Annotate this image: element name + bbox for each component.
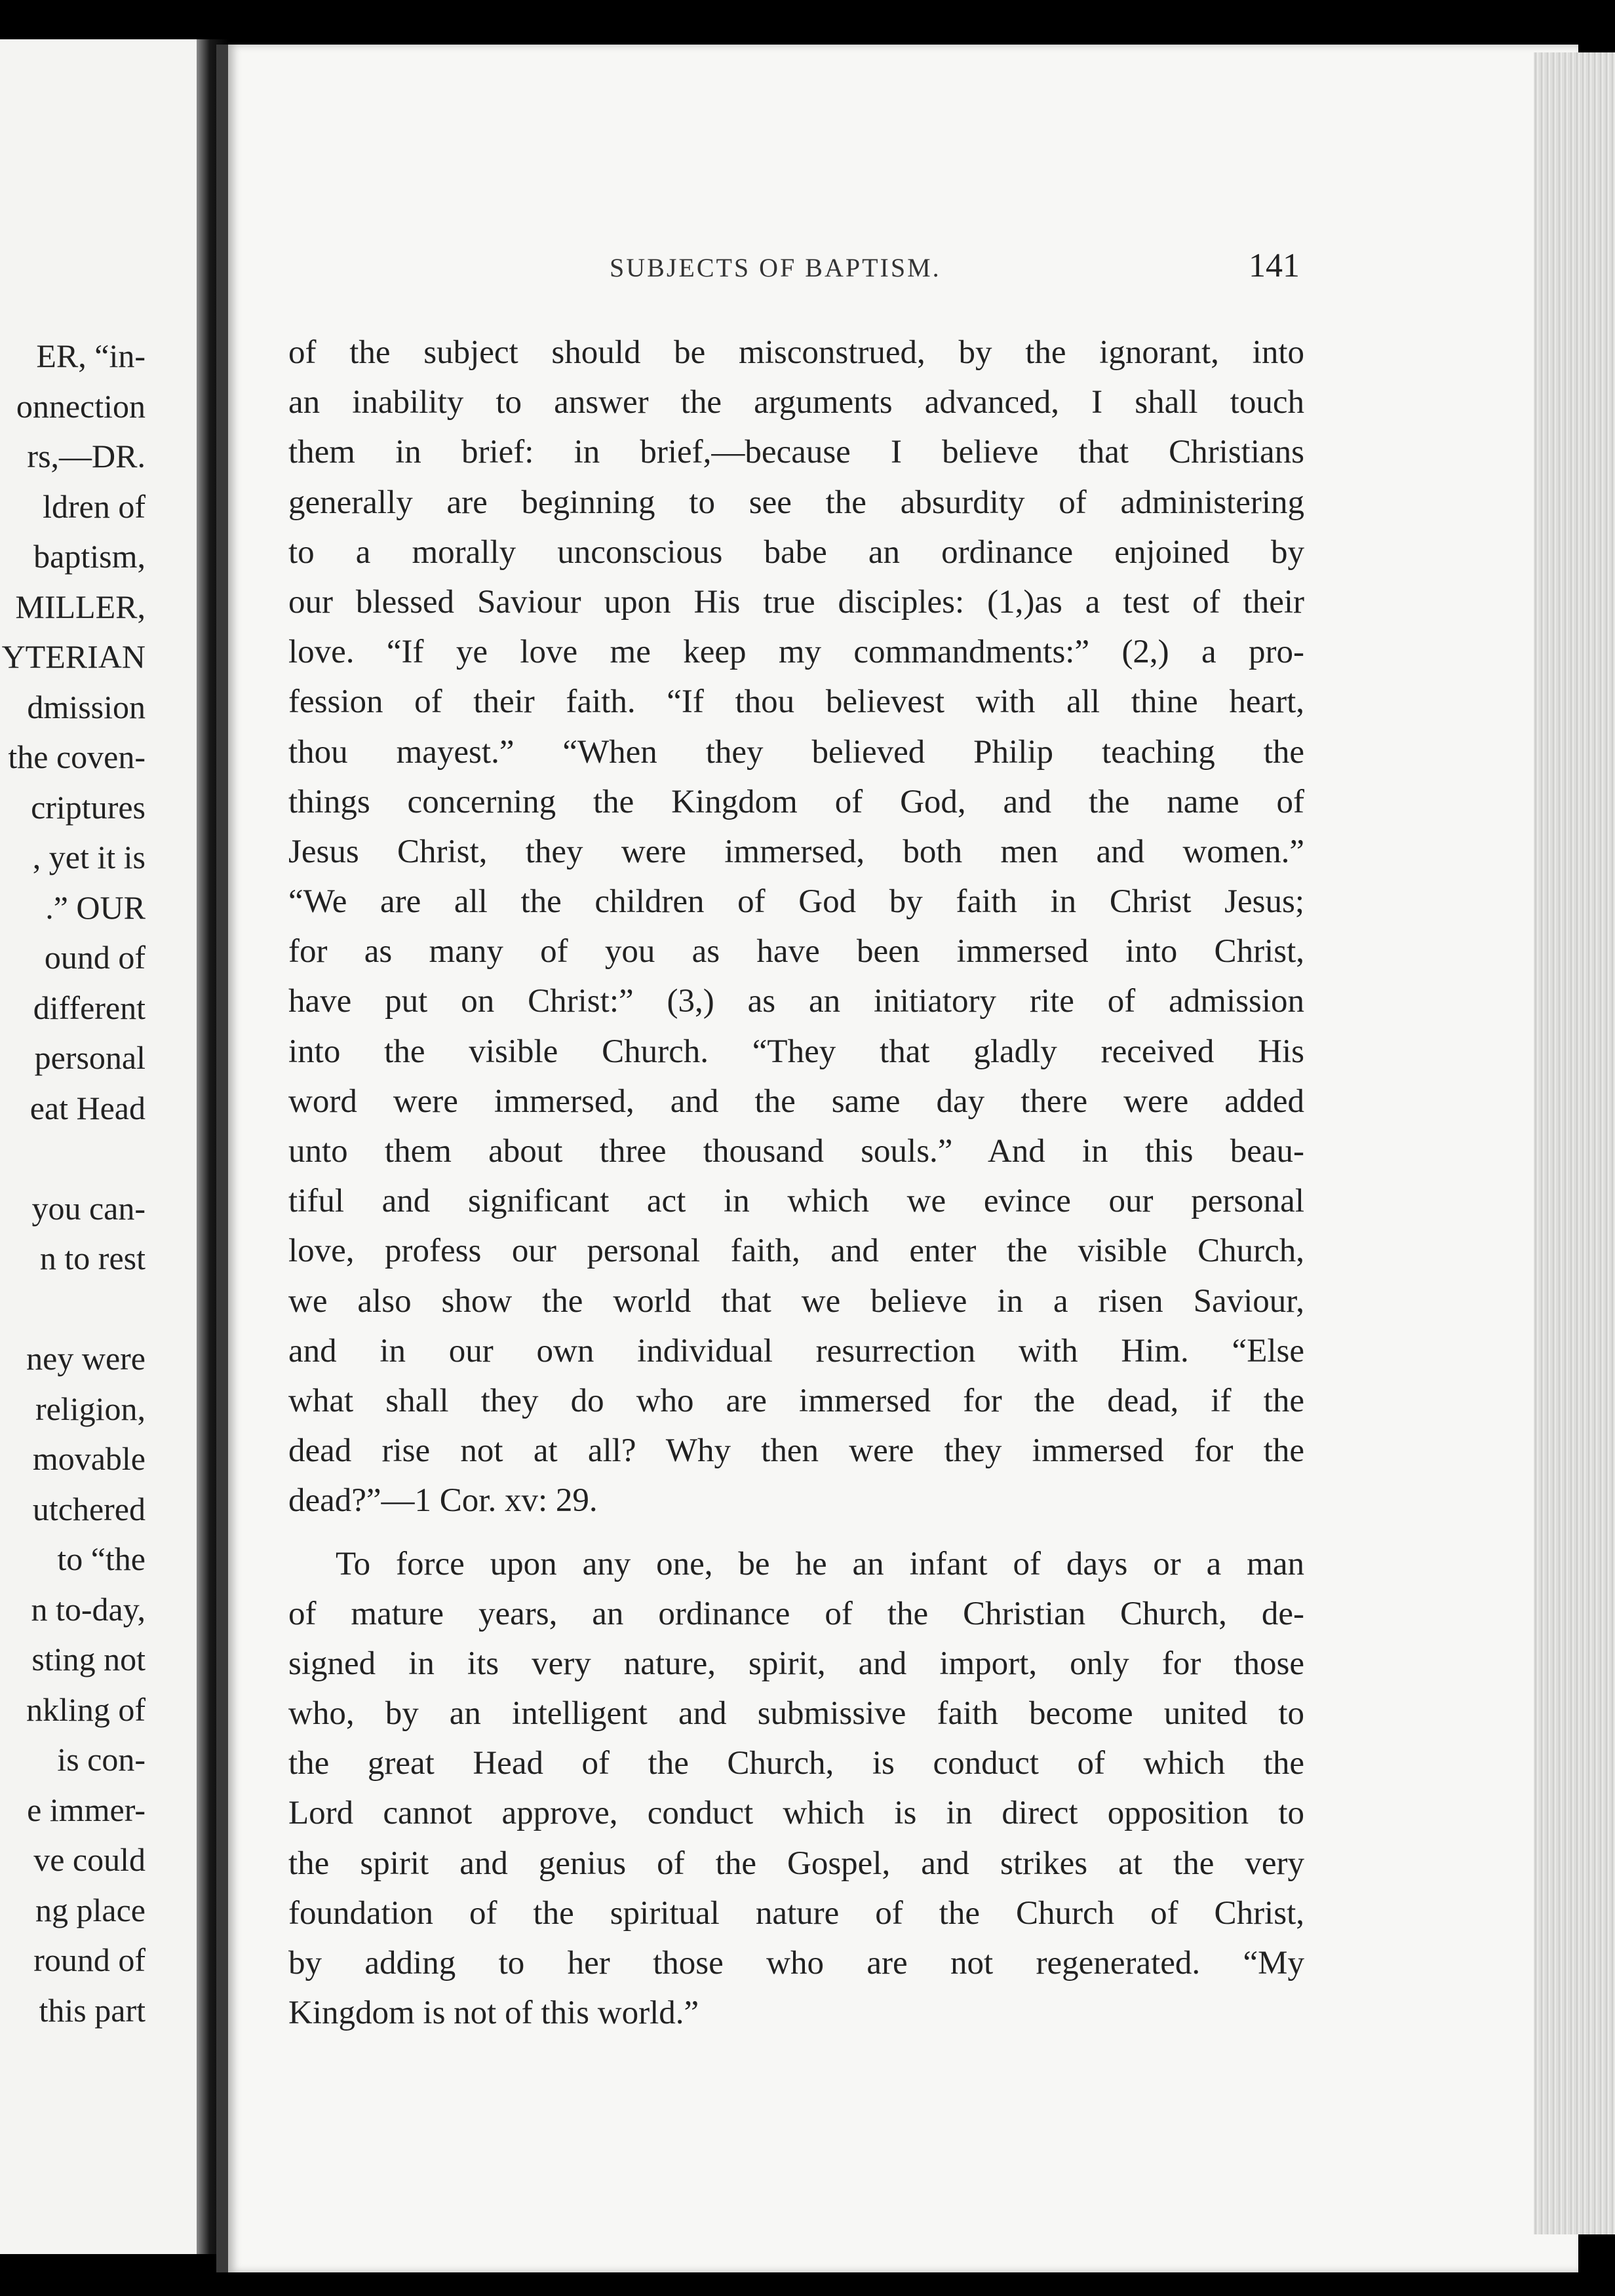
left-page-line: sting not: [31, 1641, 146, 1677]
body-line: “We are all the children of God by faith in Christ Jesus;: [288, 883, 1304, 921]
left-page-line: [0, 1133, 146, 1183]
left-page-line: you can-: [31, 1189, 146, 1227]
body-line: things concerning the Kingdom of God, and the name of: [288, 783, 1304, 820]
left-page-line: utchered: [32, 1490, 146, 1527]
left-page-line: [0, 1284, 146, 1334]
body-text: [288, 328, 1304, 2038]
body-line: what shall they do who are immersed for the dead, if the: [288, 1382, 1304, 1419]
body-line: to a morally unconscious babe an ordinance enjoined by: [288, 533, 1304, 571]
left-page-line: ER, “in-: [36, 337, 146, 374]
left-page-line: round of: [33, 1942, 146, 1978]
body-line: for as many of you as have been immersed into Christ,: [288, 933, 1304, 970]
body-line: an inability to answer the arguments advanced, I shall touch: [288, 384, 1304, 421]
body-line: them in brief: in brief,—because I believe that Christians: [288, 434, 1304, 471]
left-page-line: eat Head: [29, 1089, 146, 1126]
left-page-line: religion,: [35, 1390, 146, 1427]
left-page-line: ney were: [26, 1340, 146, 1377]
body-line: our blessed Saviour upon His true disciples: (1,)as a test of their: [288, 583, 1304, 621]
body-line: thou mayest.” “When they believed Philip teaching the: [288, 733, 1304, 771]
body-line: dead rise not at all? Why then were they immersed for the: [288, 1432, 1304, 1470]
body-line: by adding to her those who are not regenerated. “My: [288, 1945, 1304, 1981]
left-page-line: dmission: [27, 688, 146, 725]
left-page-line: baptism,: [33, 538, 146, 575]
left-page-text: [0, 331, 146, 2035]
body-line: Kingdom is not of this world.”: [288, 1995, 699, 2032]
body-line: foundation of the spiritual nature of the Church of Christ,: [288, 1894, 1304, 1932]
body-line: To force upon any one, be he an infant of days or a man: [336, 1545, 1304, 1582]
left-page-line: this part: [39, 1991, 146, 2029]
left-page-line: .” OUR: [45, 889, 146, 926]
body-line: we also show the world that we believe in a risen Saviour,: [288, 1282, 1304, 1320]
body-line: Lord cannot approve, conduct which is in direct opposition to: [288, 1795, 1304, 1832]
left-page-line: different: [33, 989, 146, 1026]
page-edges: [1534, 52, 1615, 2234]
body-line: into the visible Church. “They that gladly received His: [288, 1033, 1304, 1070]
body-line: unto them about three thousand souls.” And in this beau-: [288, 1133, 1304, 1170]
page-number: 141: [1249, 247, 1300, 284]
body-line: fession of their faith. “If thou believest with all thine heart,: [288, 683, 1304, 721]
running-head: SUBJECTS OF BAPTISM.: [610, 253, 941, 282]
left-page-line: movable: [32, 1440, 146, 1477]
body-line: generally are beginning to see the absurdity of administering: [288, 484, 1304, 521]
left-page-line: criptures: [31, 788, 146, 826]
left-page-line: ve could: [33, 1841, 146, 1878]
body-line: love, profess our personal faith, and enter the visible Church,: [288, 1233, 1304, 1270]
body-line: the great Head of the Church, is conduct of which the: [288, 1745, 1304, 1782]
left-page-line: onnection: [16, 387, 146, 425]
left-page-line: n to-day,: [31, 1590, 146, 1628]
left-page-line: ound of: [44, 939, 146, 976]
body-line: who, by an intelligent and submissive faith become united to: [288, 1695, 1304, 1732]
left-page-line: the coven-: [8, 738, 146, 775]
body-line: signed in its very nature, spirit, and import, only for those: [288, 1645, 1304, 1682]
left-page-line: MILLER,: [15, 588, 146, 625]
left-page-line: YTERIAN: [1, 638, 146, 675]
body-line: dead?”—1 Cor. xv: 29.: [288, 1482, 598, 1520]
body-line: and in our own individual resurrection with Him. “Else: [288, 1332, 1304, 1369]
left-page-line: personal: [34, 1039, 146, 1076]
body-line: tiful and significant act in which we evince our personal: [288, 1183, 1304, 1220]
body-line: have put on Christ:” (3,) as an initiatory rite of admission: [288, 983, 1304, 1020]
left-page-line: rs,—DR.: [27, 438, 146, 474]
left-page-line: to “the: [57, 1540, 146, 1577]
left-page-line: nkling of: [26, 1691, 146, 1728]
body-line: word were immersed, and the same day there were added: [288, 1082, 1304, 1120]
left-page-line: ng place: [35, 1891, 146, 1928]
body-line: love. “If ye love me keep my commandments:” (2,) a pro-: [288, 634, 1304, 671]
left-page-line: , yet it is: [32, 839, 146, 875]
body-line: of the subject should be misconstrued, by the ignorant, into: [288, 334, 1304, 371]
left-page-line: is con-: [57, 1741, 146, 1778]
body-line: Jesus Christ, they were immersed, both men and women.”: [288, 833, 1304, 870]
body-line: of mature years, an ordinance of the Christian Church, de-: [288, 1595, 1304, 1632]
left-page-line: ldren of: [43, 488, 146, 525]
left-page-line: e immer-: [27, 1791, 146, 1828]
left-page-line: n to rest: [39, 1240, 146, 1276]
body-line: the spirit and genius of the Gospel, and strikes at the very: [288, 1845, 1304, 1882]
left-page: [0, 39, 197, 2254]
